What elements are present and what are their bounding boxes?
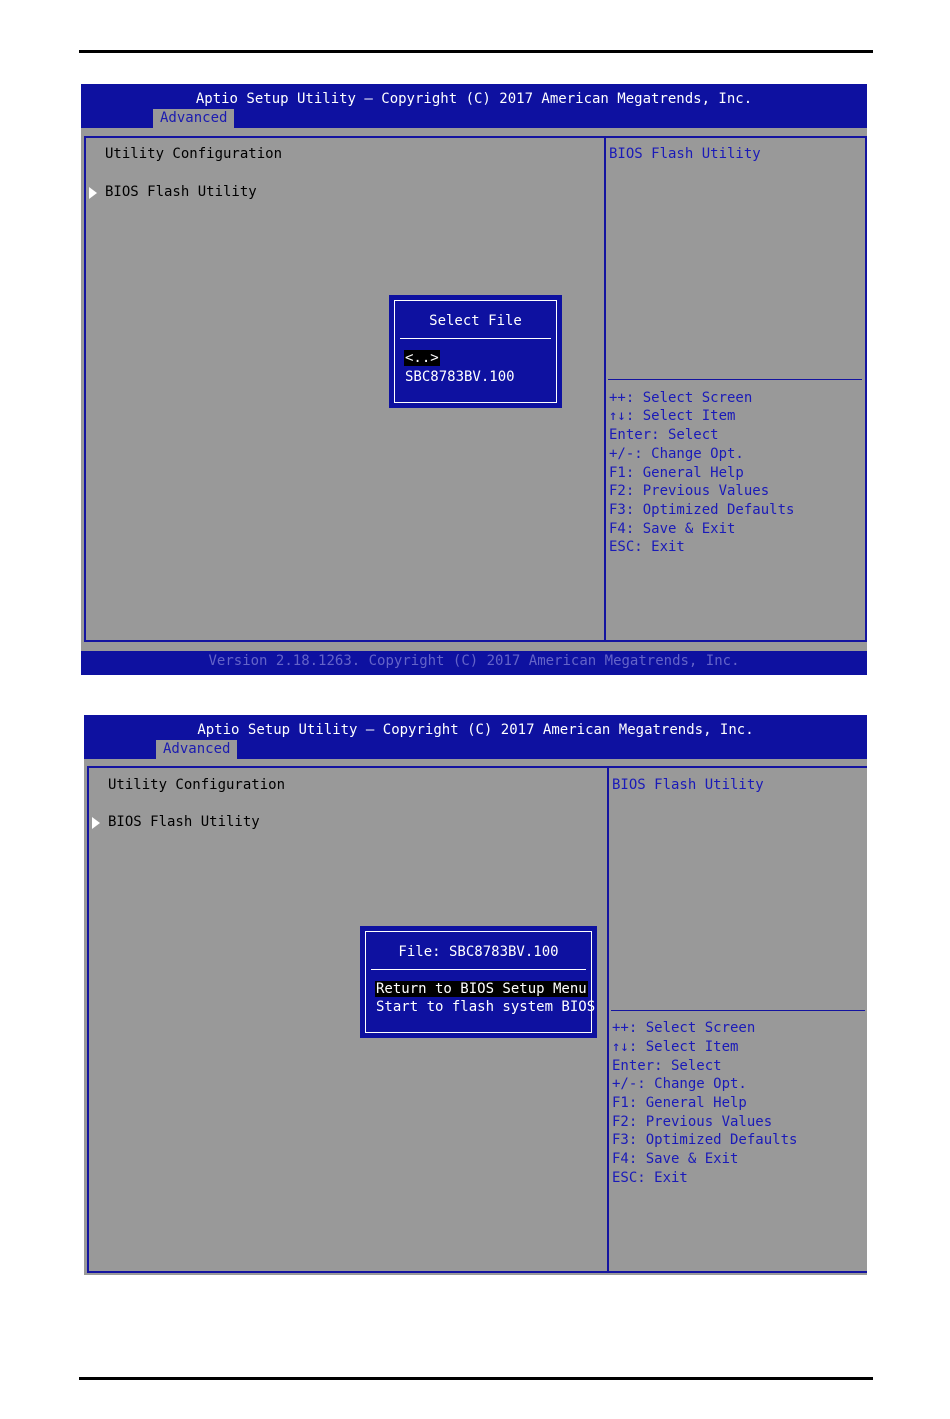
key-help-select-item: ↑↓: Select Item bbox=[612, 1039, 739, 1055]
top-page-rule bbox=[79, 50, 873, 53]
menu-item-bios-flash-utility[interactable]: BIOS Flash Utility bbox=[105, 184, 257, 200]
file-option-parent-dir[interactable]: <..> bbox=[405, 350, 439, 366]
help-title: BIOS Flash Utility bbox=[612, 777, 764, 793]
key-help-change-opt: +/-: Change Opt. bbox=[612, 1076, 747, 1092]
footer-version: Version 2.18.1263. Copyright (C) 2017 American Megatrends, Inc. bbox=[208, 653, 740, 669]
flash-confirm-dialog bbox=[360, 926, 597, 1038]
option-return-to-setup[interactable]: Return to BIOS Setup Menu bbox=[376, 981, 587, 997]
key-help-f3: F3: Optimized Defaults bbox=[609, 502, 795, 518]
key-help-f2: F2: Previous Values bbox=[612, 1114, 773, 1130]
key-help-esc: ESC: Exit bbox=[612, 1170, 688, 1186]
dialog-border bbox=[394, 300, 557, 403]
section-title: Utility Configuration bbox=[105, 146, 283, 162]
key-help-enter: Enter: Select bbox=[609, 427, 719, 443]
tab-advanced[interactable]: Advanced bbox=[156, 740, 237, 759]
bios-header bbox=[81, 84, 867, 128]
key-help-enter: Enter: Select bbox=[612, 1058, 722, 1074]
key-help-f4: F4: Save & Exit bbox=[609, 521, 736, 537]
dialog-title: File: SBC8783BV.100 bbox=[398, 944, 559, 960]
select-file-dialog bbox=[389, 295, 562, 408]
bios-screenshot-flash-confirm bbox=[84, 715, 867, 1275]
key-help-change-opt: +/-: Change Opt. bbox=[609, 446, 744, 462]
key-help-f2: F2: Previous Values bbox=[609, 483, 770, 499]
dialog-border bbox=[365, 931, 596, 1033]
key-help-select-item: ↑↓: Select Item bbox=[609, 408, 736, 424]
bios-footer bbox=[81, 651, 867, 675]
help-separator bbox=[608, 379, 862, 380]
key-help-f1: F1: General Help bbox=[609, 465, 744, 481]
bios-header-title: Aptio Setup Utility – Copyright (C) 2017 American Megatrends, Inc. bbox=[195, 91, 753, 107]
dialog-divider bbox=[371, 969, 586, 970]
key-help-select-screen: ++: Select Screen bbox=[609, 390, 753, 406]
tab-advanced[interactable]: Advanced bbox=[153, 109, 234, 128]
bottom-page-rule bbox=[79, 1377, 873, 1380]
section-title: Utility Configuration bbox=[108, 777, 286, 793]
file-option-sbc8783bv[interactable]: SBC8783BV.100 bbox=[405, 369, 515, 385]
help-title: BIOS Flash Utility bbox=[609, 146, 761, 162]
help-separator bbox=[611, 1010, 865, 1011]
key-help-f3: F3: Optimized Defaults bbox=[612, 1132, 798, 1148]
option-start-flash[interactable]: Start to flash system BIOS bbox=[376, 999, 596, 1015]
key-help-f4: F4: Save & Exit bbox=[612, 1151, 739, 1167]
bios-header bbox=[84, 715, 867, 759]
help-panel bbox=[604, 136, 867, 642]
menu-item-bios-flash-utility[interactable]: BIOS Flash Utility bbox=[108, 814, 260, 830]
dialog-title: Select File bbox=[429, 313, 522, 329]
submenu-arrow-icon bbox=[92, 817, 100, 829]
bios-screenshot-select-file bbox=[81, 84, 867, 675]
key-help-select-screen: ++: Select Screen bbox=[612, 1020, 756, 1036]
key-help-f1: F1: General Help bbox=[612, 1095, 747, 1111]
key-help-esc: ESC: Exit bbox=[609, 539, 685, 555]
submenu-arrow-icon bbox=[89, 187, 97, 199]
bios-header-title: Aptio Setup Utility – Copyright (C) 2017 American Megatrends, Inc. bbox=[197, 722, 754, 738]
dialog-divider bbox=[400, 338, 551, 339]
